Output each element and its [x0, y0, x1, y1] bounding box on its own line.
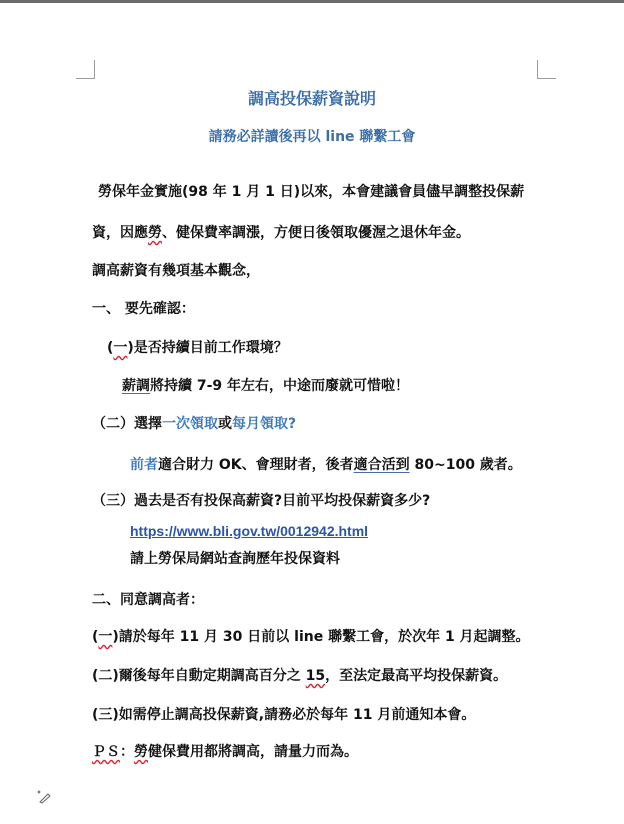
intro-line-1: 勞保年金實施(98 年 1 月 1 日)以來，本會建議會員儘早調整投保薪	[98, 184, 525, 200]
item-label: （二）選擇	[92, 416, 162, 432]
spell-error-word[interactable]: 勞	[148, 225, 162, 241]
section-1-item-1-note	[122, 377, 409, 395]
ps-colon: ：	[120, 744, 134, 760]
section-1-item-2	[92, 415, 296, 433]
option-monthly: 每月領取?	[232, 416, 297, 432]
pen-sparkle-icon[interactable]	[36, 788, 52, 804]
section-2-heading: 二、同意調高者：	[92, 592, 204, 608]
option-lump-sum: 一次領取	[162, 416, 218, 432]
underlined-word: 薪調	[122, 378, 150, 394]
spell-error-word[interactable]: 勞	[134, 744, 148, 760]
intro-line-3: 調高薪資有幾項基本觀念，	[92, 263, 260, 279]
section-1-item-3: （三）過去是否有投保高薪資?目前平均投保薪資多少?	[92, 493, 431, 509]
spell-error-word[interactable]: 15	[305, 668, 326, 684]
paren: (	[92, 629, 99, 645]
section-2-item-1	[92, 628, 530, 646]
section-1-heading: 一、 要先確認：	[92, 301, 195, 317]
intro-text: 、健保費率調漲，方便日後領取優渥之退休年金。	[162, 225, 470, 241]
underlined-phrase: 適合活到	[353, 457, 410, 473]
item-text: ，至法定最高平均投保薪資。	[325, 668, 508, 684]
or-text: 或	[218, 416, 232, 432]
section-2-item-2	[92, 667, 507, 685]
document-subtitle: 請務必詳讀後再以 line 聯繫工會	[208, 129, 416, 145]
ps-text: 健保費用都將調高，請量力而為。	[148, 744, 358, 760]
item-text: (二)爾後每年自動定期調高百分之	[92, 668, 306, 684]
bli-link[interactable]: https://www.bli.gov.tw/0012942.html	[130, 523, 369, 539]
section-2-item-3: (三)如需停止調高投保薪資,請務必於每年 11 月前通知本會。	[92, 707, 476, 723]
intro-text: 資，因應	[92, 225, 148, 241]
spell-error-word[interactable]: 一	[113, 340, 128, 356]
section-1-item-2-note	[130, 456, 522, 474]
intro-line-2	[92, 224, 470, 242]
section-1-item-1	[107, 339, 288, 357]
note-text: 適合財力 OK、會理財者，後者	[158, 457, 354, 473]
margin-corner-top-right	[537, 60, 556, 79]
section-1-item-3-note: 請上勞保局網站查詢歷年投保資料	[130, 551, 340, 567]
ps-line	[92, 743, 358, 761]
window-top-border	[0, 0, 624, 3]
item-text: )是否持續目前工作環境？	[127, 340, 288, 356]
former-label: 前者	[130, 457, 158, 473]
spell-error-word[interactable]: 一	[98, 629, 113, 645]
note-text: 將持續 7-9 年左右，中途而廢就可惜啦！	[150, 378, 410, 394]
paren: (	[107, 340, 114, 356]
margin-corner-top-left	[76, 60, 95, 79]
ps-label[interactable]: ＰＳ	[92, 744, 120, 760]
document-title: 調高投保薪資說明	[247, 89, 376, 108]
note-text: 80~100 歲者。	[409, 457, 522, 473]
item-text: )請於每年 11 月 30 日前以 line 聯繫工會，於次年 1 月起調整。	[112, 629, 530, 645]
